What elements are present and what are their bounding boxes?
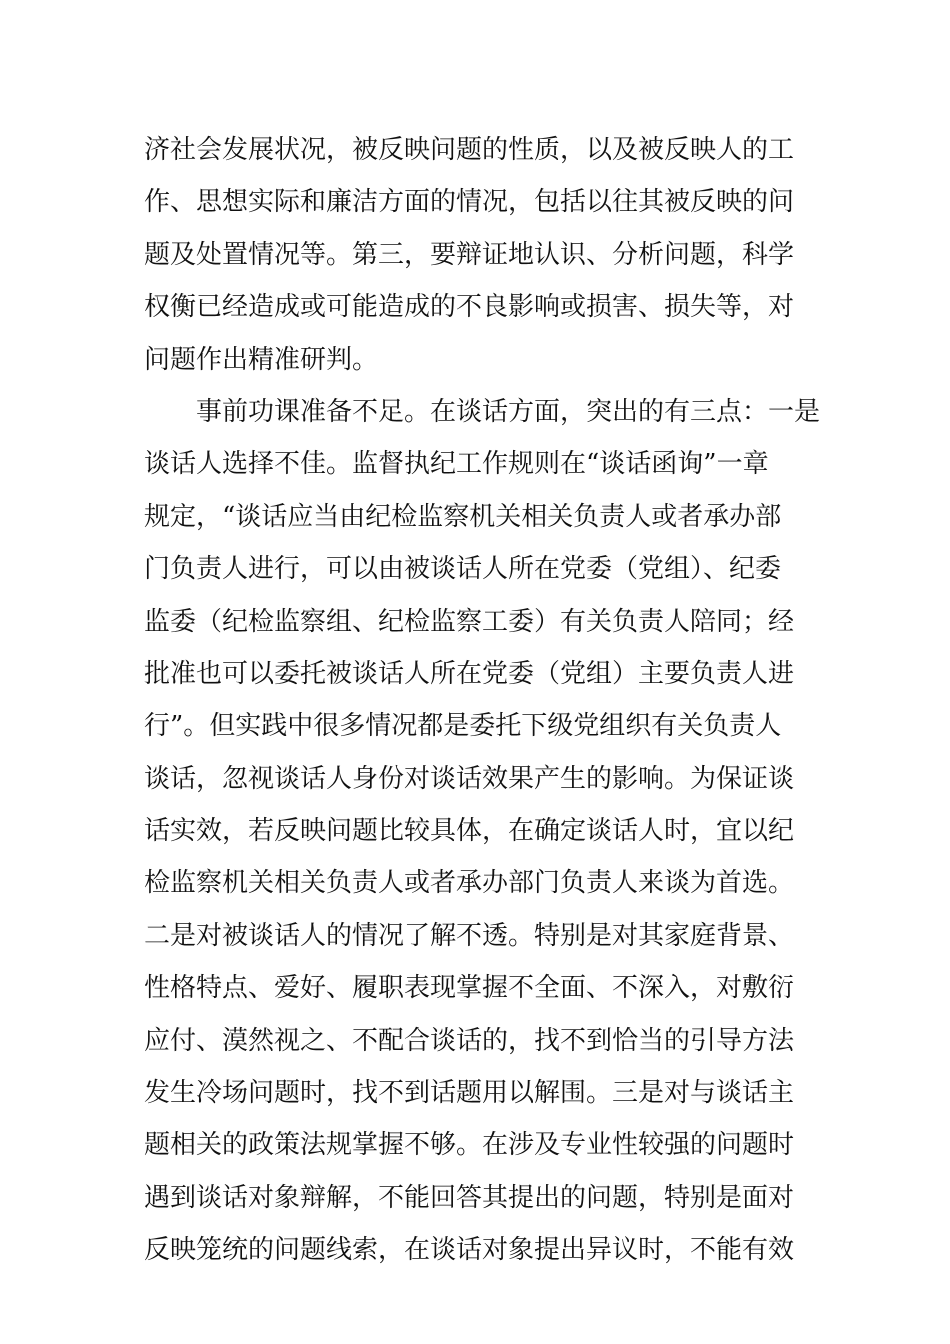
text-line: 事前功课准备不足。在谈话方面，突出的有三点：一是 xyxy=(144,396,821,427)
text-line: 济社会发展状况，被反映问题的性质，以及被反映人的工 xyxy=(144,135,795,165)
text-line: 行”。但实践中很多情况都是委托下级党组织有关负责人 xyxy=(144,711,782,742)
text-line: 谈话，忽视谈话人身份对谈话效果产生的影响。为保证谈 xyxy=(144,763,795,794)
text-line: 话实效，若反映问题比较具体，在确定谈话人时，宜以纪 xyxy=(144,816,795,847)
text-line: 权衡已经造成或可能造成的不良影响或损害、损失等，对 xyxy=(144,292,795,323)
text-line: 批准也可以委托被谈话人所在党委（党组）主要负责人进 xyxy=(144,658,795,689)
text-line: 问题作出精准研判。 xyxy=(144,344,379,375)
text-line: 性格特点、爱好、履职表现掌握不全面、不深入，对敷衍 xyxy=(144,973,795,1004)
text-line: 谈话人选择不佳。监督执纪工作规则在“谈话函询”一章 xyxy=(144,449,769,480)
text-line: 遇到谈话对象辩解，不能回答其提出的问题，特别是面对 xyxy=(144,1182,795,1213)
text-line: 检监察机关相关负责人或者承办部门负责人来谈为首选。 xyxy=(144,868,795,899)
text-line: 应付、漠然视之、不配合谈话的，找不到恰当的引导方法 xyxy=(144,1025,795,1056)
text-line: 规定，“谈话应当由纪检监察机关相关负责人或者承办部 xyxy=(144,501,782,532)
text-line: 反映笼统的问题线索，在谈话对象提出异议时，不能有效 xyxy=(144,1235,795,1266)
text-line: 题相关的政策法规掌握不够。在涉及专业性较强的问题时 xyxy=(144,1130,795,1161)
body-text xyxy=(144,124,824,1277)
text-line: 监委（纪检监察组、纪检监察工委）有关负责人陪同；经 xyxy=(144,606,795,637)
text-line: 二是对被谈话人的情况了解不透。特别是对其家庭背景、 xyxy=(144,920,795,951)
text-line: 发生冷场问题时，找不到话题用以解围。三是对与谈话主 xyxy=(144,1078,795,1109)
text-line: 作、思想实际和廉洁方面的情况，包括以往其被反映的问 xyxy=(144,187,795,218)
text-line: 门负责人进行，可以由被谈话人所在党委（党组）、纪委 xyxy=(144,554,782,585)
text-line: 题及处置情况等。第三，要辩证地认识、分析问题，科学 xyxy=(144,239,795,270)
